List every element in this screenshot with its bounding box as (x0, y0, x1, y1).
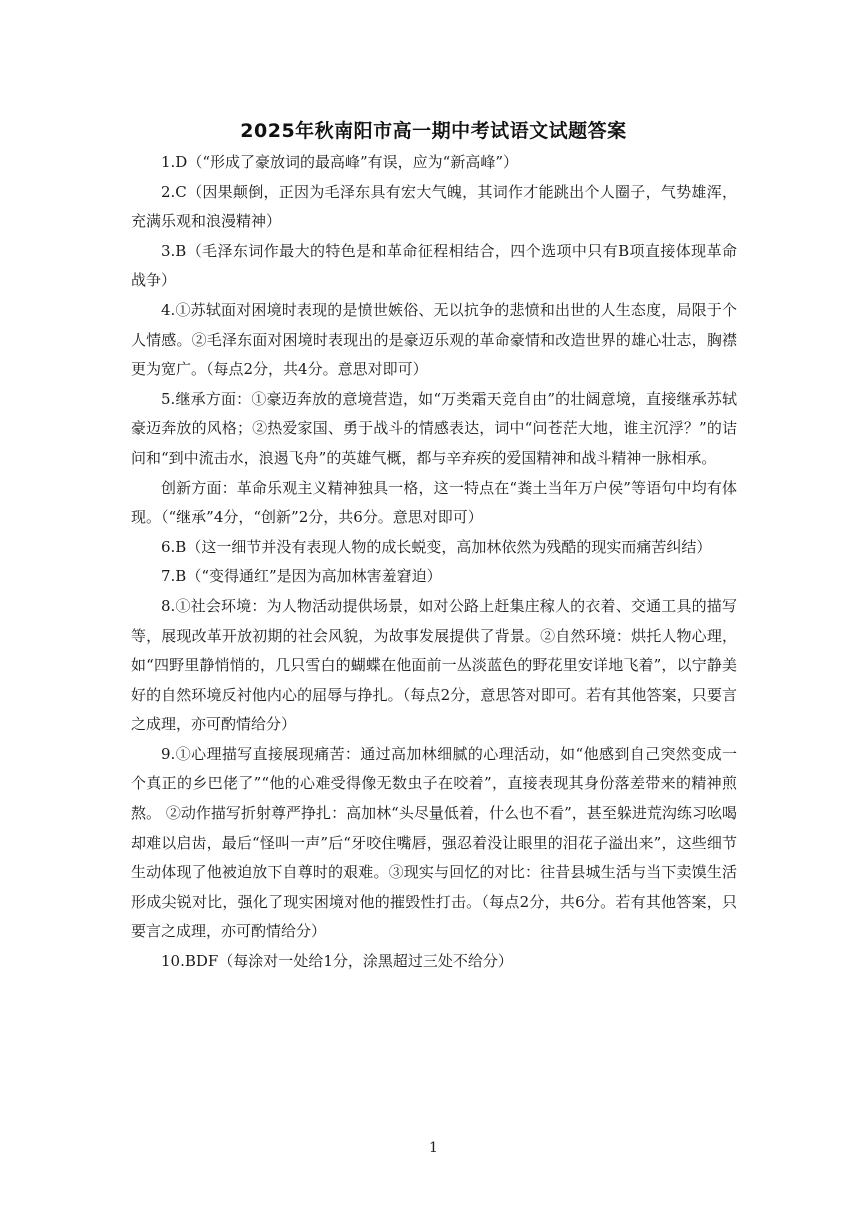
page-number: 1 (429, 1140, 438, 1156)
answer-item-5-innovation: 创新方面：革命乐观主义精神独具一格，这一特点在“粪土当年万户侯”等语句中均有体现。（“继承”4分，“创新”2分，共6分。意思对即可） (131, 478, 737, 527)
answer-item-8: 8.①社会环境：为人物活动提供场景，如对公路上赶集庄稼人的衣着、交通工具的描写等，展现改革开放初期的社会风貌，为故事发展提供了背景。②自然环境：烘托人物心理，如“四野里静悄悄的，几只雪白的蝴蝶在他面前一丛淡蓝色的野花里安详地飞着”，以宁静美好的自然环境反衬他内心的屈辱与挣扎。（每点2分，意思答对即可。若有其他答案，只要言之成理，亦可酌情给分） (131, 596, 737, 734)
answer-list (131, 148, 737, 977)
answer-item-7: 7.B（“变得通红”是因为高加林害羞窘迫） (161, 567, 442, 586)
answer-item-1: 1.D（“形成了豪放词的最高峰”有误，应为“新高峰”） (161, 153, 519, 171)
answer-item-6: 6.B（这一细节并没有表现人物的成长蜕变，高加林依然为残酷的现实而痛苦纠结） (161, 537, 712, 556)
document-title: 2025年秋南阳市高一期中考试语文试题答案 (240, 120, 627, 142)
answer-item-10: 10.BDF（每涂对一处给1分，涂黑超过三处不给分） (161, 952, 513, 971)
answer-item-5-inheritance: 5.继承方面：①豪迈奔放的意境营造，如“万类霜天竞自由”的壮阔意境，直接继承苏轼豪迈奔放的风格；②热爱家国、勇于战斗的情感表达，词中“问苍茫大地，谁主沉浮？”的诘问和“到中流击水，浪遏飞舟”的英雄气概，都与辛弃疾的爱国精神和战斗精神一脉相承。 (131, 389, 737, 467)
answer-item-2: 2.C（因果颠倒，正因为毛泽东具有宏大气魄，其词作才能跳出个人圈子，气势雄浑，充满乐观和浪漫精神） (131, 182, 737, 231)
answer-item-3: 3.B（毛泽东词作最大的特色是和革命征程相结合，四个选项中只有B项直接体现革命战争） (131, 241, 737, 290)
answer-item-4: 4.①苏轼面对困境时表现的是愤世嫉俗、无以抗争的悲愤和出世的人生态度，局限于个人情感。②毛泽东面对困境时表现出的是豪迈乐观的革命豪情和改造世界的雄心壮志，胸襟更为宽广。（每点2分，共4分。意思对即可） (131, 300, 737, 379)
answer-item-9: 9.①心理描写直接展现痛苦：通过高加林细腻的心理活动，如“他感到自己突然变成一个真正的乡巴佬了”“他的心难受得像无数虫子在咬着”，直接表现其身份落差带来的精神煎熬。 ②动作描写折射尊严挣扎：高加林“头尽量低着，什么也不看”，甚至躲进荒沟练习吆喝却难以启齿，最后“怪叫一声”后“牙咬住嘴唇，强忍着没让眼里的泪花子溢出来”，这些细节生动体现了他被迫放下自尊时的艰难。③现实与回忆的对比：往昔县城生活与当下卖馍生活形成尖锐对比，强化了现实困境对他的摧毁性打击。（每点2分，共6分。若有其他答案，只要言之成理，亦可酌情给分） (131, 744, 737, 941)
